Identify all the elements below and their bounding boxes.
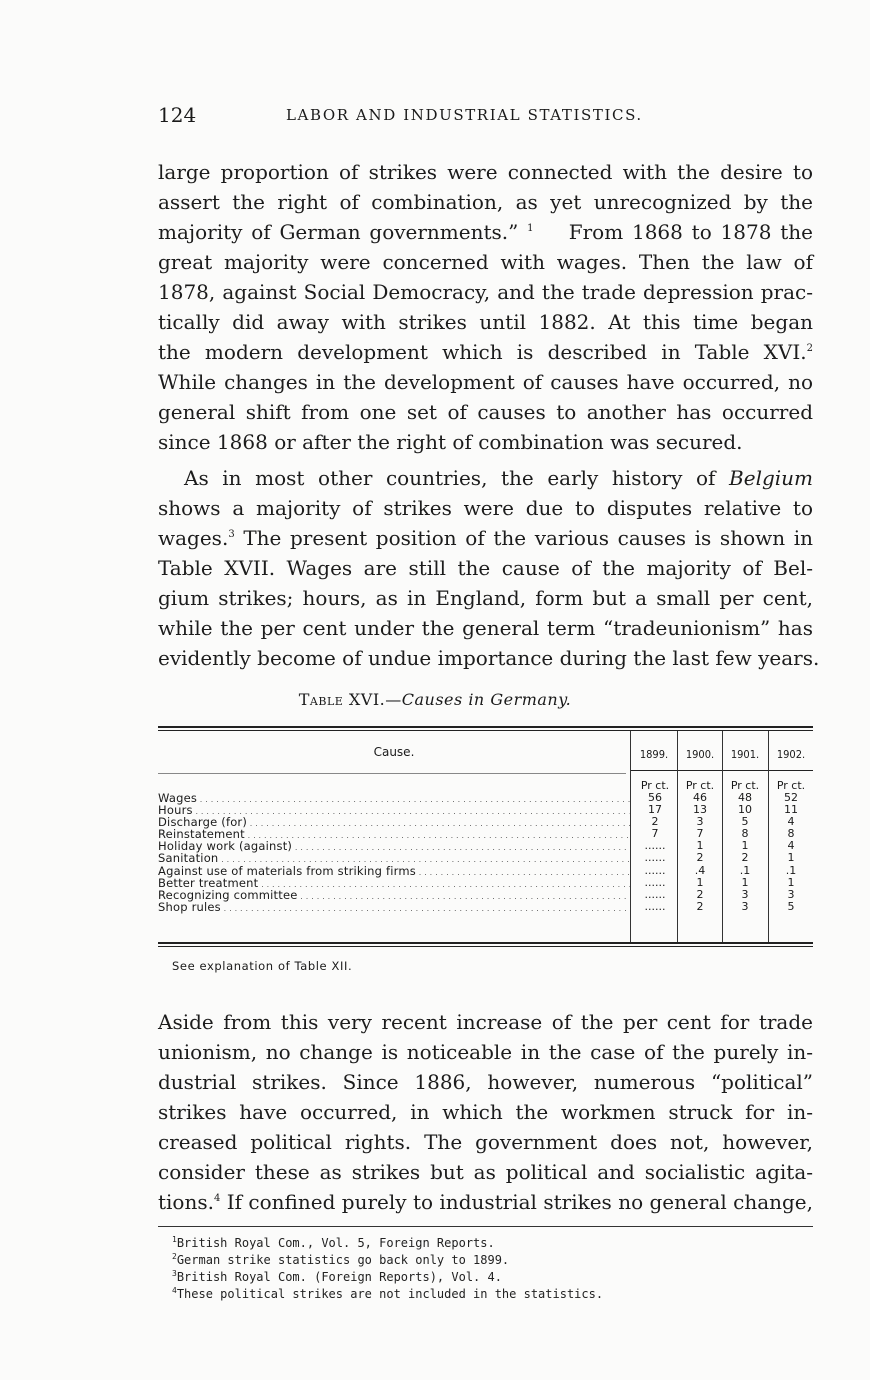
cause-cell: Reinstatement . . . bbox=[158, 828, 630, 842]
footnote-ref: 1 bbox=[527, 223, 534, 234]
cause-column-header: Cause. bbox=[373, 745, 415, 759]
text-line: tions.$^4$ If confined purely to industrial strikes no general change, bbox=[158, 1190, 813, 1214]
year-header-1900: 1900. bbox=[685, 748, 715, 761]
cause-cell: Shop rules . . . bbox=[158, 901, 630, 915]
text-line: gium strikes; hours, as in England, form but a small per cent, bbox=[158, 586, 813, 610]
table-row: Hours . . . 17 13 10 11 bbox=[158, 804, 813, 816]
text-line: assert the right of combination, as yet unrecognized by the bbox=[158, 190, 813, 214]
text-line: majority of German governments.” $^1$ From 1868 to 1878 the bbox=[158, 220, 813, 244]
text-line: tically did away with strikes until 1882. At this time began bbox=[158, 310, 813, 334]
unit-label: Pr ct. bbox=[776, 779, 806, 792]
text-line: dustrial strikes. Since 1886, however, numerous “political” bbox=[158, 1070, 813, 1094]
table-row: Against use of materials from striking firms . . . ...... .4 .1 .1 bbox=[158, 865, 813, 877]
year-header-1899: 1899. bbox=[639, 748, 669, 761]
text-line: strikes have occurred, in which the workmen struck for in- bbox=[158, 1100, 813, 1124]
text-line: general shift from one set of causes to another has occurred bbox=[158, 400, 813, 424]
year-header-1902: 1902. bbox=[776, 748, 806, 761]
table-row: Better treatment . . . ...... 1 1 1 bbox=[158, 877, 813, 889]
text-line: evidently become of undue importance during the last few years. bbox=[158, 646, 820, 670]
table-row: Recognizing committee . . . ...... 2 3 3 bbox=[158, 889, 813, 901]
footnote: $^4$These political strikes are not included in the statistics. bbox=[172, 1286, 604, 1301]
footnote: $^1$British Royal Com., Vol. 5, Foreign Reports. bbox=[172, 1235, 495, 1250]
table-row: Shop rules . . . ...... 2 3 5 bbox=[158, 901, 813, 913]
page-header bbox=[158, 103, 813, 127]
table-row: Reinstatement . . . 7 7 8 8 bbox=[158, 828, 813, 840]
table-row: Holiday work (against) . . . ...... 1 1 4 bbox=[158, 840, 813, 852]
table-body bbox=[158, 792, 813, 913]
footnote: $^3$British Royal Com. (Foreign Reports), Vol. 4. bbox=[172, 1269, 502, 1284]
table-top-rule bbox=[158, 726, 813, 728]
text-line: Aside from this very recent increase of the per cent for trade bbox=[158, 1010, 813, 1034]
cause-cell: Holiday work (against) . . . bbox=[158, 840, 630, 854]
text-line: wages.$^3$ The present position of the various causes is shown in bbox=[158, 526, 814, 550]
text-line: Table XVII. Wages are still the cause of the majority of Bel- bbox=[158, 556, 813, 580]
header-rule-left bbox=[158, 773, 626, 774]
table-bottom-rule bbox=[158, 942, 813, 944]
cause-cell: Hours . . . bbox=[158, 804, 630, 818]
text-line: creased political rights. The government does not, however, bbox=[158, 1130, 813, 1154]
footnote-ref: 2 bbox=[806, 343, 813, 354]
text-line: while the per cent under the general term “tradeunionism” has bbox=[158, 616, 813, 640]
text-line: great majority were concerned with wages. Then the law of bbox=[158, 250, 813, 274]
table-row: Discharge (for) . . . 2 3 5 4 bbox=[158, 816, 813, 828]
table-note: See explanation of Table XII. bbox=[172, 959, 353, 973]
paragraph-2 bbox=[158, 463, 820, 673]
paragraph-1 bbox=[158, 157, 813, 457]
text-line: the modern development which is described in Table XVI.$^2$ bbox=[158, 340, 813, 364]
text-line: 1878, against Social Democracy, and the trade depression prac- bbox=[158, 280, 813, 304]
footnote-ref: 3 bbox=[228, 529, 235, 540]
text-line: since 1868 or after the right of combination was secured. bbox=[158, 430, 743, 454]
text-line: As in most other countries, the early history of Belgium bbox=[184, 466, 814, 490]
cause-cell: Better treatment . . . bbox=[158, 877, 630, 891]
cause-cell: Discharge (for) . . . bbox=[158, 816, 630, 830]
footnote-ref: 4 bbox=[213, 1193, 221, 1204]
table-row: Sanitation . . . ...... 2 2 1 bbox=[158, 852, 813, 864]
text-line: unionism, no change is noticeable in the case of the purely in- bbox=[158, 1040, 813, 1064]
unit-label: Pr ct. bbox=[685, 779, 715, 792]
paragraph-3 bbox=[158, 1007, 813, 1217]
cause-cell: Recognizing committee . . . bbox=[158, 889, 630, 903]
page-number: 124 bbox=[158, 103, 197, 127]
cause-cell: Against use of materials from striking firms . . . bbox=[158, 865, 630, 879]
text-line: large proportion of strikes were connected with the desire to bbox=[158, 160, 813, 184]
cause-cell: Sanitation . . . bbox=[158, 852, 630, 866]
footnote-rule bbox=[158, 1226, 813, 1227]
text-line: While changes in the development of causes have occurred, no bbox=[158, 370, 813, 394]
unit-label: Pr ct. bbox=[730, 779, 760, 792]
table-row: Wages . . . 56 46 48 52 bbox=[158, 792, 813, 804]
table-top-rule-thin bbox=[158, 730, 813, 731]
text-line: shows a majority of strikes were due to disputes relative to bbox=[158, 496, 813, 520]
unit-label: Pr ct. bbox=[640, 779, 670, 792]
table-bottom-rule-thin bbox=[158, 946, 813, 947]
text-line: consider these as strikes but as political and socialistic agita- bbox=[158, 1160, 813, 1184]
footnote: $^2$German strike statistics go back only to 1899. bbox=[172, 1252, 510, 1267]
cause-cell: Wages . . . bbox=[158, 792, 630, 806]
table-title: Table XVI.—Causes in Germany. bbox=[298, 690, 572, 709]
footnotes bbox=[172, 1235, 603, 1303]
running-title: LABOR AND INDUSTRIAL STATISTICS. bbox=[286, 106, 643, 124]
year-header-1901: 1901. bbox=[730, 748, 760, 761]
